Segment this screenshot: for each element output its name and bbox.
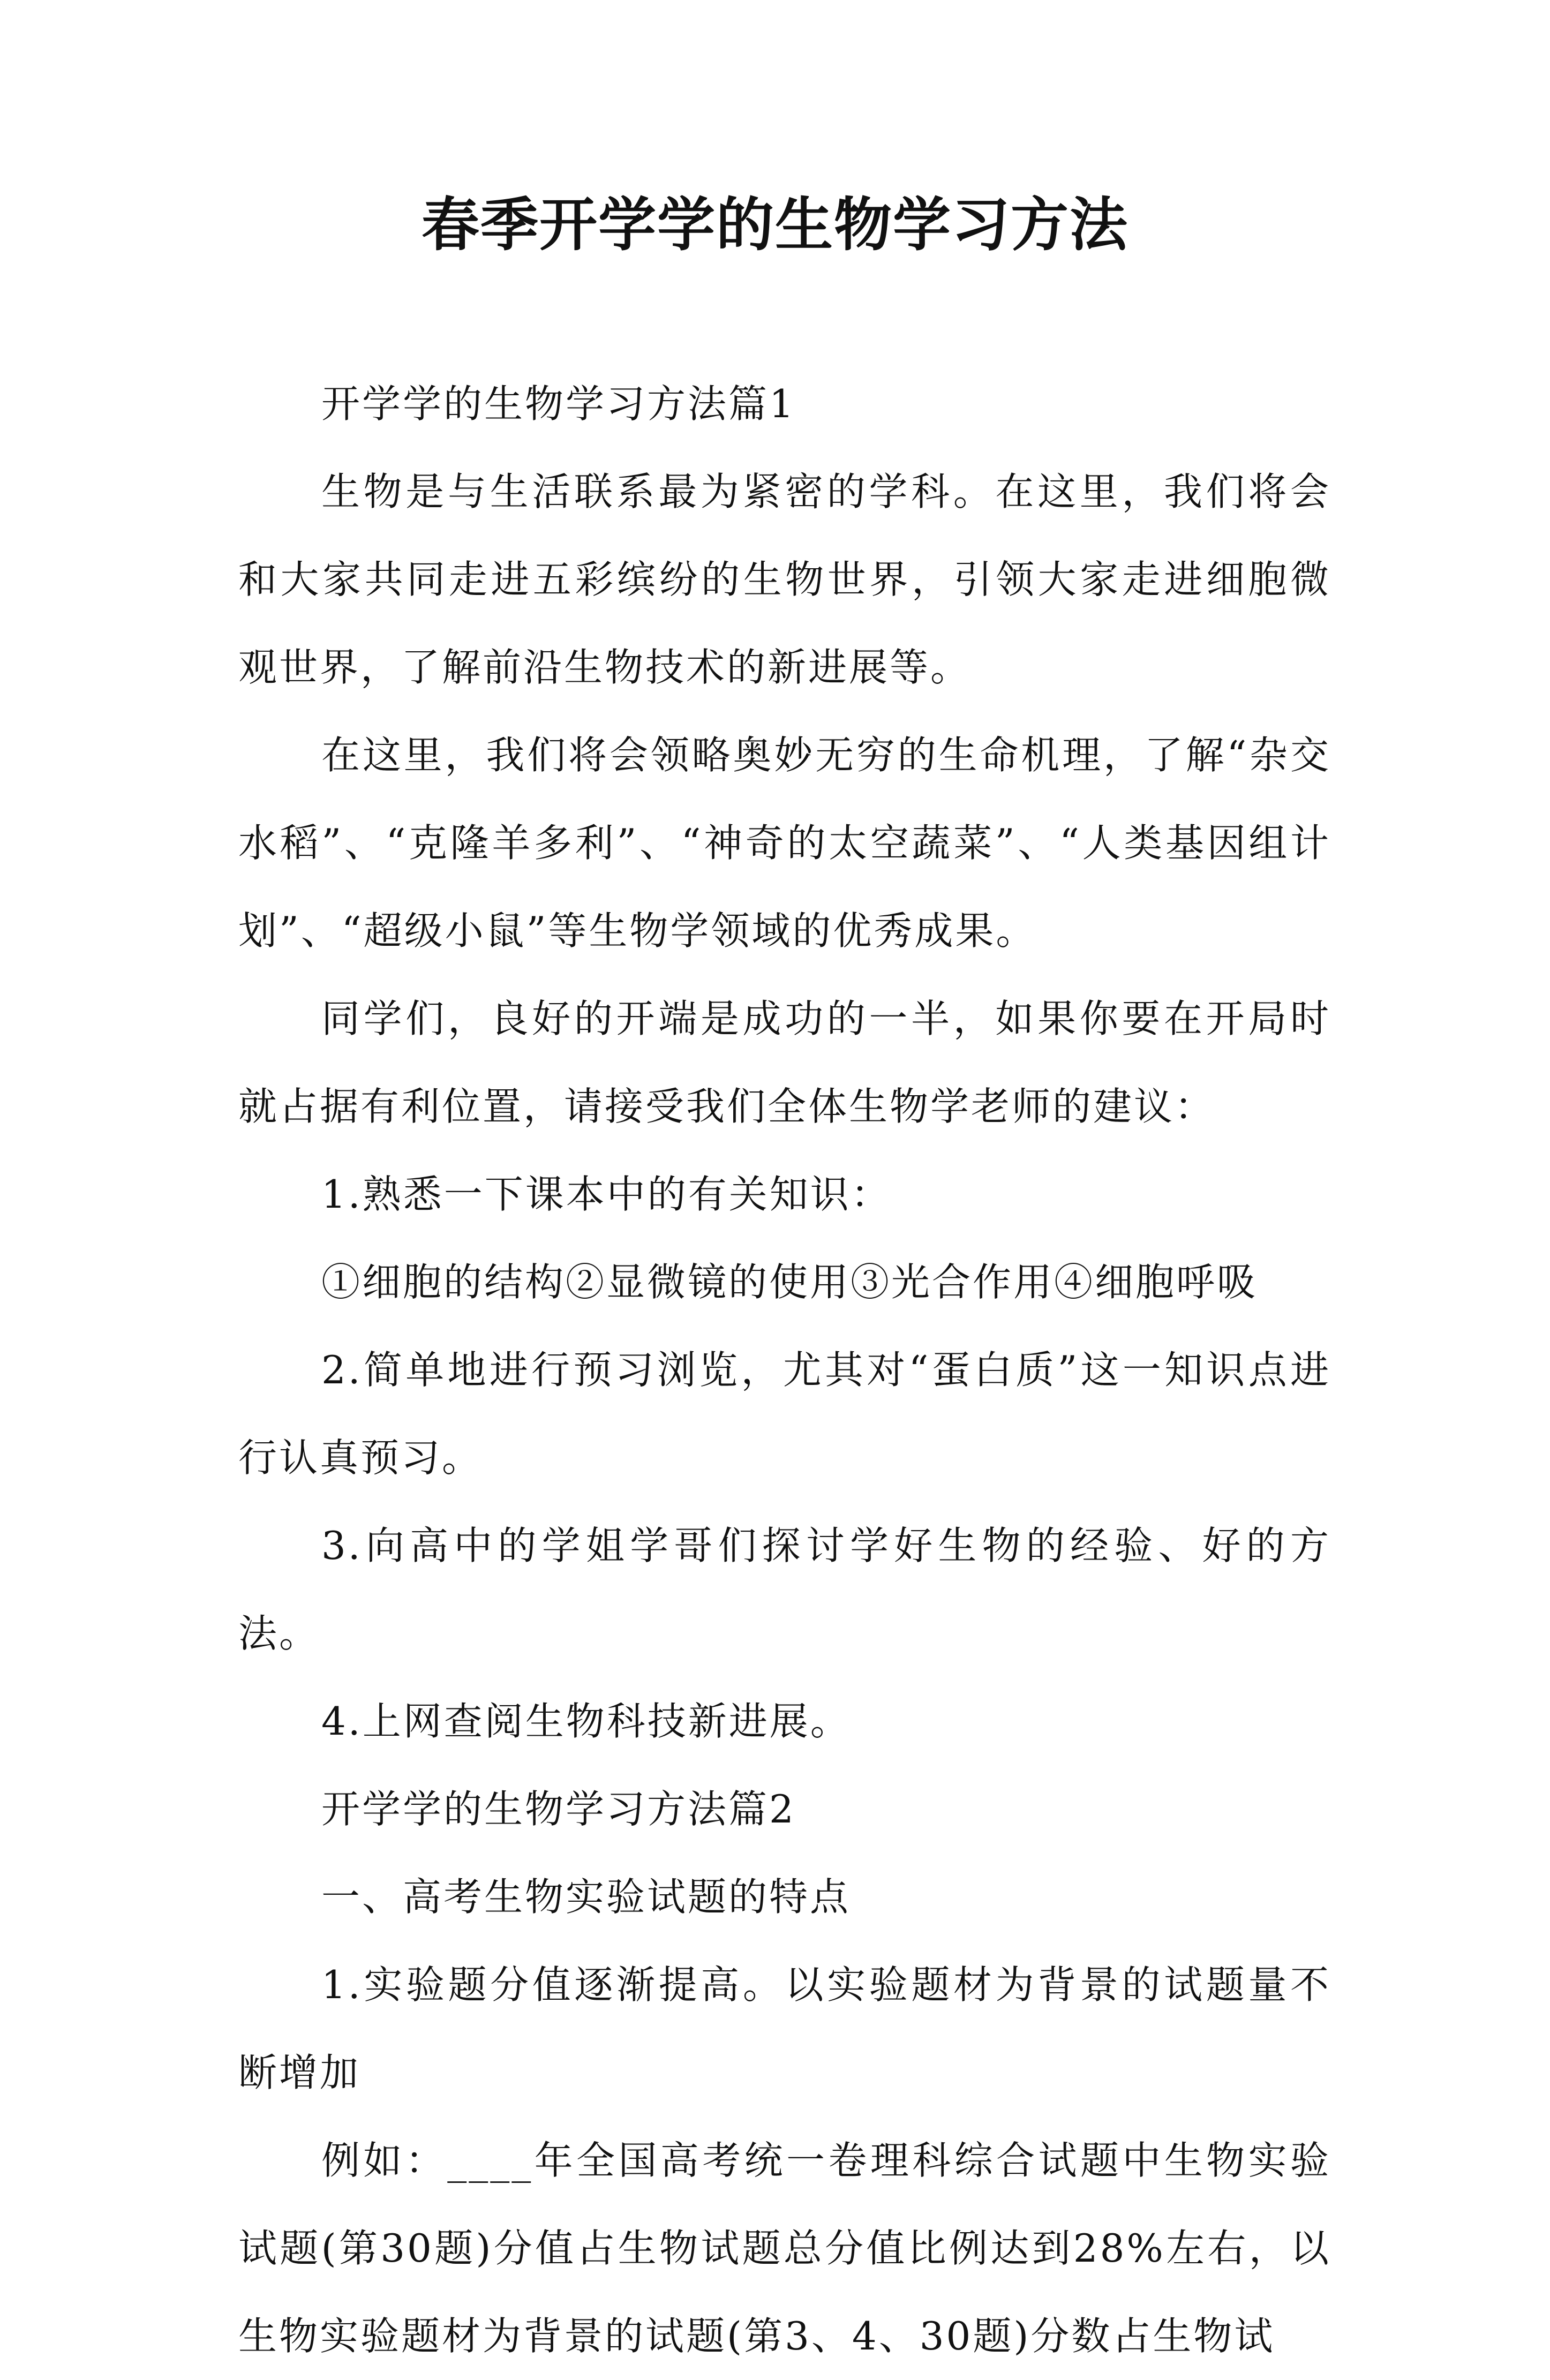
document-body [238,360,1331,2380]
paragraph-advice: 同学们，良好的开端是成功的一半，如果你要在开局时就占据有利位置，请接受我们全体生物学老师的建议： [238,996,1331,1129]
paragraph-feature-1: 1.实验题分值逐渐提高。以实验题材为背景的试题量不断增加 [238,1962,1331,2095]
list-item-1-detail: ①细胞的结构②显微镜的使用③光合作用④细胞呼吸 [321,1260,1258,1305]
list-item-3: 3.向高中的学姐学哥们探讨学好生物的经验、好的方法。 [238,1523,1331,1656]
section-heading-2: 开学学的生物学习方法篇2 [321,1787,796,1832]
list-item-2: 2.简单地进行预习浏览，尤其对“蛋白质”这一知识点进行认真预习。 [238,1347,1331,1480]
list-item-4: 4.上网查阅生物科技新进展。 [321,1699,851,1744]
paragraph-intro: 生物是与生活联系最为紧密的学科。在这里，我们将会和大家共同走进五彩缤纷的生物世界，引领大家走进细胞微观世界，了解前沿生物技术的新进展等。 [238,469,1331,690]
paragraph-example: 例如：____年全国高考统一卷理科综合试题中生物实验试题(第30题)分值占生物试题总分值比例达到28%左右，以生物实验题材为背景的试题(第3、4、30题)分数占生物试 [238,2138,1331,2359]
section-heading-1: 开学学的生物学习方法篇1 [321,381,796,426]
document-title: 春季开学学的生物学习方法 [421,191,1128,259]
paragraph-achievements: 在这里，我们将会领略奥妙无穷的生命机理，了解“杂交水稻”、“克隆羊多利”、“神奇的太空蔬菜”、“人类基因组计划”、“超级小鼠”等生物学领域的优秀成果。 [238,733,1331,953]
list-item-1: 1.熟悉一下课本中的有关知识： [321,1172,892,1217]
subheading-features: 一、高考生物实验试题的特点 [321,1874,851,1919]
